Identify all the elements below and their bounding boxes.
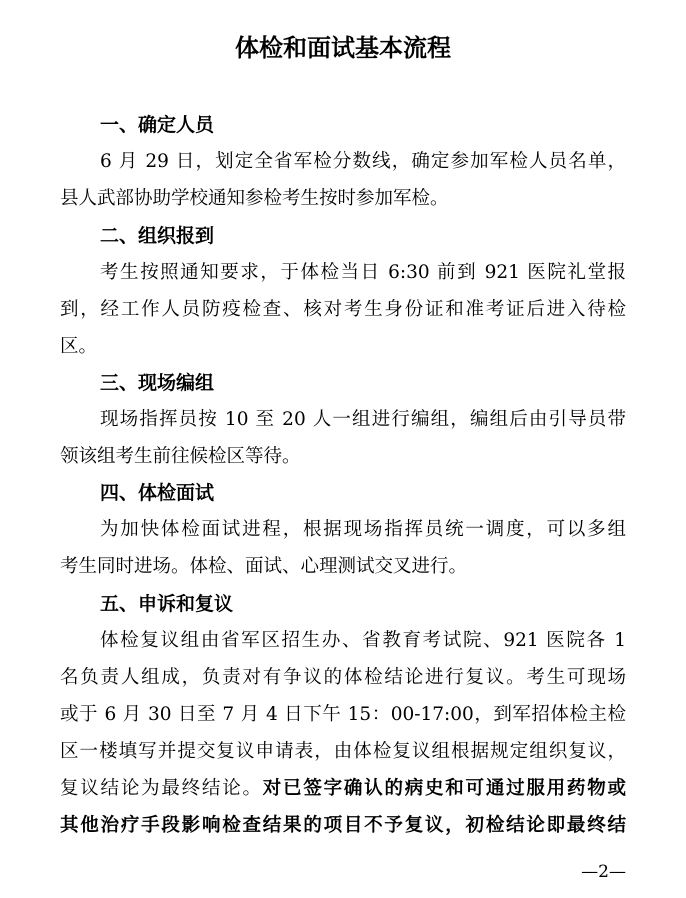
paragraph-line: 6 月 29 日，划定全省军检分数线，确定参加军检人员名单， (100, 151, 626, 172)
section-heading-5: 五、申诉和复议 (100, 593, 234, 615)
section-heading-2: 二、组织报到 (100, 225, 215, 247)
paragraph-line: 考生同时进场。体检、面试、心理测试交叉进行。 (60, 556, 468, 577)
paragraph-line: 名负责人组成，负责对有争议的体检结论进行复议。考生可现场 (60, 667, 626, 688)
paragraph-line: 区一楼填写并提交复议申请表，由体检复议组根据规定组织复议， (60, 741, 626, 762)
paragraph-line-bold: 其他治疗手段影响检查结果的项目不予复议，初检结论即最终结 (60, 815, 626, 836)
document-title: 体检和面试基本流程 (235, 34, 451, 62)
paragraph-line: 体检复议组由省军区招生办、省教育考试院、921 医院各 1 (100, 630, 626, 651)
paragraph-line: 或于 6 月 30 日至 7 月 4 日下午 15：00-17:00，到军招体检主检 (60, 704, 626, 725)
paragraph-line: 区。 (60, 336, 98, 357)
paragraph-line-mixed (60, 775, 626, 803)
paragraph-line: 考生按照通知要求，于体检当日 6:30 前到 921 医院礼堂报 (100, 262, 626, 283)
section-heading-3: 三、现场编组 (100, 372, 215, 394)
paragraph-line: 现场指挥员按 10 至 20 人一组进行编组，编组后由引导员带 (100, 409, 626, 430)
section-heading-1: 一、确定人员 (100, 114, 215, 136)
section-heading-4: 四、体检面试 (100, 482, 215, 504)
paragraph-line: 领该组考生前往候检区等待。 (60, 446, 301, 467)
paragraph-line: 到，经工作人员防疫检查、核对考生身份证和准考证后进入待检 (60, 299, 626, 320)
bold-text: 对已签字确认的病史和可通过服用药物或 (262, 778, 626, 799)
normal-text: 复议结论为最终结论。 (60, 778, 263, 799)
page-number: —2— (581, 862, 626, 882)
paragraph-line: 县人武部协助学校通知参检考生按时参加军检。 (60, 188, 449, 209)
paragraph-line: 为加快体检面试进程，根据现场指挥员统一调度，可以多组 (100, 519, 626, 540)
